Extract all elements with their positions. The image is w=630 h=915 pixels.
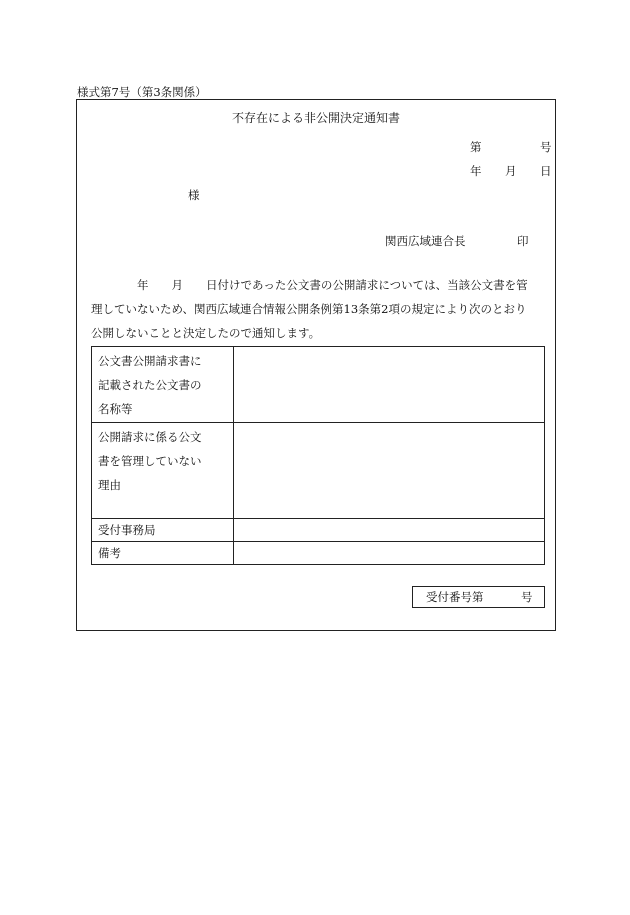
table-row-document-name: [92, 347, 545, 423]
table-row-reason: [92, 423, 545, 519]
receipt-number-suffix: 号: [521, 590, 533, 604]
number-go-label: 号: [540, 140, 552, 154]
reason-header: [92, 423, 234, 519]
receipt-number-prefix: 受付番号第: [426, 590, 484, 604]
sender-title: 関西広域連合長: [385, 234, 466, 248]
date-year-label: 年: [470, 164, 482, 178]
date-month-label: 月: [505, 164, 517, 178]
notice-body-text: [91, 273, 547, 345]
reason-header-line: 書を管理していない: [98, 454, 202, 468]
addressee-sama-label: 様: [188, 188, 200, 202]
reason-header-line: 公開請求に係る公文: [98, 430, 202, 444]
body-line-1: 年 月 日付けであった公文書の公開請求については、当該公文書を管: [91, 278, 528, 292]
notice-form-frame: [76, 99, 556, 631]
document-title: 不存在による非公開決定通知書: [231, 111, 400, 125]
reason-header-line: 理由: [98, 478, 121, 492]
seal-mark-label: 印: [517, 234, 529, 248]
document-name-header-line: 記載された公文書の: [98, 378, 202, 392]
body-line-2: 理していないため、関西広域連合情報公開条例第13条第2項の規定により次のとおり: [91, 302, 527, 316]
decision-details-table: [91, 346, 545, 565]
body-line-3: 公開しないことと決定したので通知します。: [91, 326, 321, 340]
document-name-value: [234, 347, 545, 423]
receipt-number-box: [412, 586, 545, 608]
number-dai-label: 第: [470, 140, 482, 154]
document-name-header-line: 公文書公開請求書に: [98, 354, 202, 368]
table-row-remarks: [92, 542, 545, 565]
reception-office-header: 受付事務局: [92, 519, 234, 542]
form-number-label: 様式第7号（第3条関係）: [77, 85, 207, 99]
reception-office-value: [234, 519, 545, 542]
reason-value: [234, 423, 545, 519]
document-name-header-line: 名称等: [98, 402, 133, 416]
date-day-label: 日: [540, 164, 552, 178]
document-name-header: [92, 347, 234, 423]
table-row-reception-office: [92, 519, 545, 542]
remarks-header: 備考: [92, 542, 234, 565]
remarks-value: [234, 542, 545, 565]
